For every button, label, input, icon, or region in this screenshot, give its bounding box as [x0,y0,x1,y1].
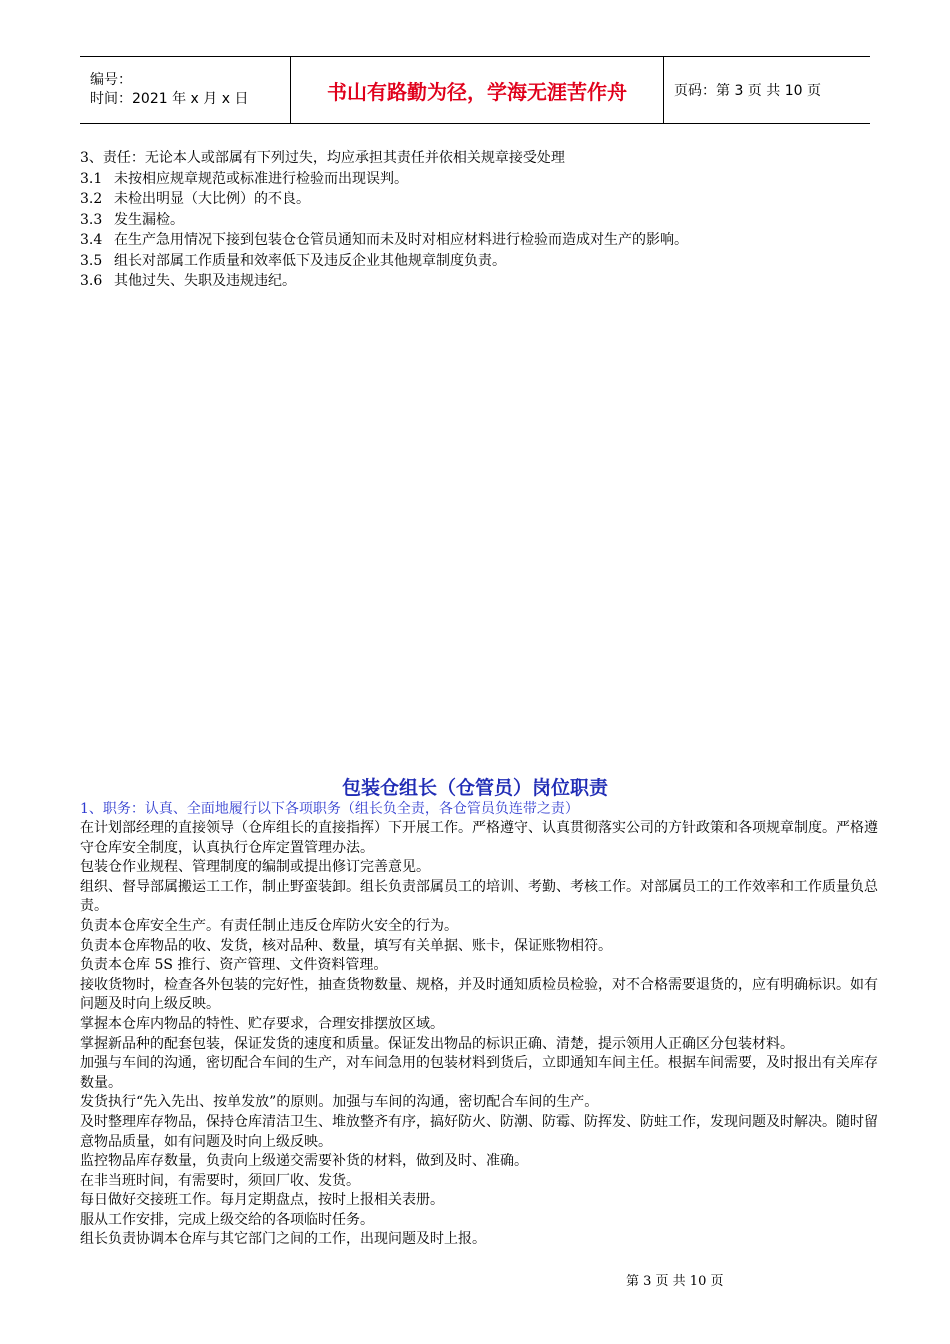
responsibility-section [80,148,880,292]
header-motto: 书山有路勤为径，学海无涯苦作舟 [291,57,664,124]
duty-item: 掌握新品种的配套包装，保证发货的速度和质量。保证发出物品的标识正确、清楚，提示领用人正确区分包装材料。 [80,1035,794,1052]
responsibility-heading: 3、责任：无论本人或部属有下列过失，均应承担其责任并依相关规章接受处理 [80,150,565,166]
header-meta [80,57,291,124]
duty-item: 加强与车间的沟通，密切配合车间的生产，对车间急用的包装材料到货后，立即通知车间主任。根据车间需要，及时报出有关库存数量。 [80,1055,878,1091]
list-item [80,169,880,190]
header-page-info: 页码：第 3 页 共 10 页 [664,57,871,124]
item-number: 3.1 [80,170,103,187]
duty-item: 服从工作安排，完成上级交给的各项临时任务。 [80,1211,374,1228]
page-footer: 第 3 页 共 10 页 [626,1274,724,1289]
duty-item: 掌握本仓库内物品的特性、贮存要求，合理安排摆放区域。 [80,1015,444,1032]
item-number: 3.4 [80,232,103,248]
duty-item: 在非当班时间，有需要时，须回厂收、发货。 [80,1172,360,1189]
duty-item: 每日做好交接班工作。每月定期盘点，按时上报相关表册。 [80,1192,444,1209]
list-item [80,271,880,292]
item-number: 3.3 [80,211,103,228]
item-text: 未检出明显（大比例）的不良。 [114,191,310,207]
duty-item: 组织、督导部属搬运工工作，制止野蛮装卸。组长负责部属员工的培训、考勤、考核工作。对部属员工的工作效率和工作质量负总责。 [80,878,878,915]
duty-item: 包装仓作业规程、管理制度的编制或提出修订完善意见。 [80,859,430,876]
list-item [80,210,880,231]
duty-item: 负责本仓库物品的收、发货，核对品种、数量，填写有关单据、账卡，保证账物相符。 [80,937,612,954]
time-label: 时间：2021 年 x 月 x 日 [90,91,249,107]
duty-item: 接收货物时，检查各外包装的完好性，抽查货物数量、规格，并及时通知质检员检验，对不合格需要退货的，应有明确标识。如有问题及时向上级反映。 [80,976,878,1013]
duty-item: 发货执行“先入先出、按单发放”的原则。加强与车间的沟通，密切配合车间的生产。 [80,1094,599,1111]
duty-item: 监控物品库存数量，负责向上级递交需要补货的材料，做到及时、准确。 [80,1153,528,1170]
number-label: 编号： [90,72,132,88]
item-text: 在生产急用情况下接到包装仓仓管员通知而未及时对相应材料进行检验而造成对生产的影响。 [114,232,688,248]
page-header [80,56,870,124]
list-item [80,230,880,251]
duty-item: 负责本仓库安全生产。有责任制止违反仓库防火安全的行为。 [80,917,458,934]
item-text: 其他过失、失职及违规违纪。 [114,273,296,289]
duties-heading: 1、职务：认真、全面地履行以下各项职务（组长负全责，各仓管员负连带之责） [80,801,579,817]
duty-item: 组长负责协调本仓库与其它部门之间的工作，出现问题及时上报。 [80,1231,486,1248]
section-title: 包装仓组长（仓管员）岗位职责 [341,777,608,799]
duty-item: 负责本仓库 5S 推行、资产管理、文件资料管理。 [80,957,388,974]
list-item [80,189,880,210]
item-number: 3.2 [80,191,103,207]
duty-item: 在计划部经理的直接领导（仓库组长的直接指挥）下开展工作。严格遵守、认真贯彻落实公司的方针政策和各项规章制度。严格遵守仓库安全制度，认真执行仓库定置管理办法。 [80,820,878,856]
item-text: 发生漏检。 [114,211,184,228]
item-text: 未按相应规章规范或标准进行检验而出现误判。 [114,170,408,187]
duties-list [80,819,885,1250]
item-number: 3.6 [80,273,103,289]
list-item [80,251,880,272]
item-number: 3.5 [80,252,103,269]
item-text: 组长对部属工作质量和效率低下及违反企业其他规章制度负责。 [114,252,506,269]
duty-item: 及时整理库存物品，保持仓库清洁卫生、堆放整齐有序，搞好防火、防潮、防霉、防挥发、防蛀工作，发现问题及时解决。随时留意物品质量，如有问题及时向上级反映。 [80,1113,878,1150]
